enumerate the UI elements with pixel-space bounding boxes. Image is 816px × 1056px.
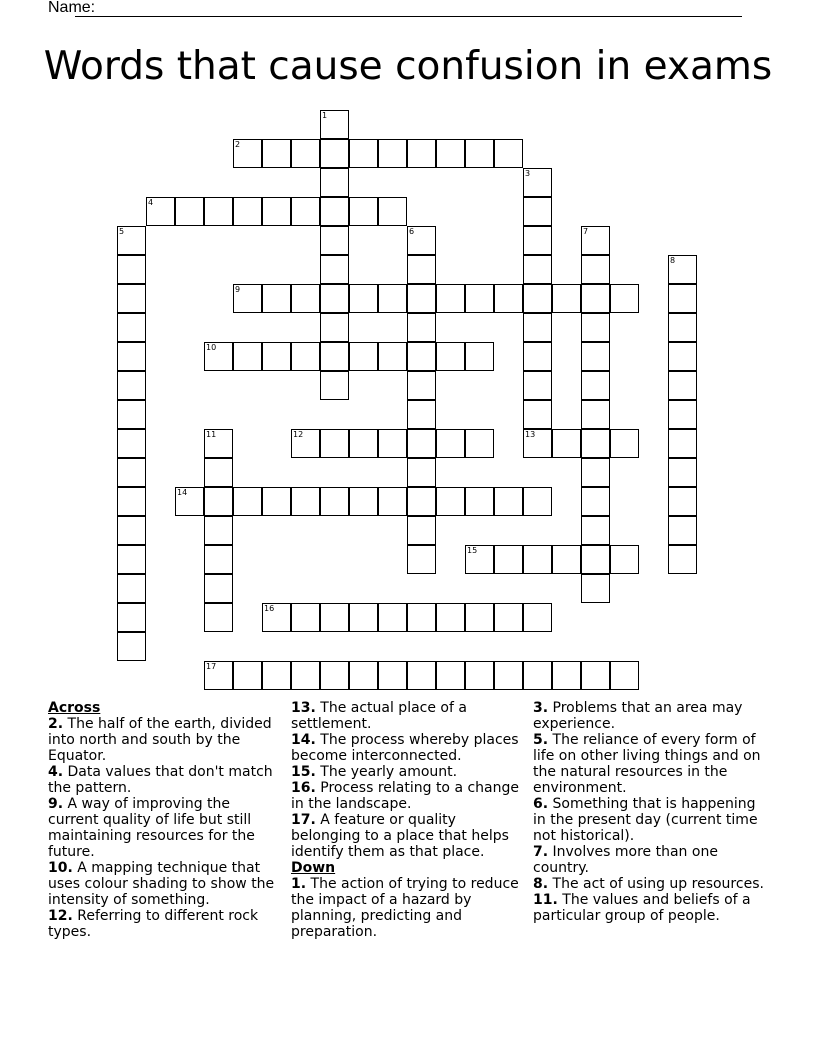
clue-item-text: The reliance of every form of life on other living things and on the natural resources in the environment. — [533, 732, 761, 796]
clue-item — [533, 700, 769, 732]
grid-cell[interactable] — [291, 284, 320, 313]
grid-cell[interactable] — [262, 603, 291, 632]
grid-cell[interactable] — [668, 371, 697, 400]
grid-cell[interactable] — [610, 284, 639, 313]
grid-cell[interactable] — [552, 429, 581, 458]
grid-cell[interactable] — [204, 342, 233, 371]
grid-cell[interactable] — [204, 545, 233, 574]
grid-cell[interactable] — [581, 342, 610, 371]
grid-cell[interactable] — [320, 110, 349, 139]
clue-item — [48, 860, 284, 908]
grid-cell[interactable] — [117, 545, 146, 574]
clue-item-number: 10. — [48, 860, 73, 876]
clue-number: 16 — [264, 604, 275, 613]
grid-cell[interactable] — [117, 284, 146, 313]
grid-cell[interactable] — [233, 661, 262, 690]
grid-cell[interactable] — [320, 197, 349, 226]
grid-cell[interactable] — [291, 661, 320, 690]
grid-cell[interactable] — [407, 603, 436, 632]
grid-cell[interactable] — [668, 400, 697, 429]
grid-cell[interactable] — [407, 661, 436, 690]
grid-cell[interactable] — [581, 516, 610, 545]
clue-number: 9 — [235, 285, 241, 294]
clue-number: 7 — [583, 227, 589, 236]
grid-cell[interactable] — [523, 313, 552, 342]
grid-cell[interactable] — [291, 429, 320, 458]
grid-cell[interactable] — [668, 487, 697, 516]
grid-cell[interactable] — [523, 400, 552, 429]
grid-cell[interactable] — [320, 603, 349, 632]
grid-cell[interactable] — [436, 429, 465, 458]
grid-cell[interactable] — [465, 284, 494, 313]
clues-column-2 — [291, 700, 527, 940]
grid-cell[interactable] — [523, 197, 552, 226]
clue-item-text: The actual place of a settlement. — [291, 700, 467, 732]
grid-cell[interactable] — [494, 545, 523, 574]
grid-cell[interactable] — [349, 603, 378, 632]
grid-cell[interactable] — [523, 284, 552, 313]
clue-item-number: 14. — [291, 732, 316, 748]
clue-item-text: A feature or quality belonging to a place that helps identify them as that place. — [291, 812, 509, 860]
grid-cell[interactable] — [262, 342, 291, 371]
clue-item — [291, 876, 527, 940]
clue-number: 17 — [206, 662, 217, 671]
clue-item-text: Involves more than one country. — [533, 844, 718, 876]
grid-cell[interactable] — [465, 342, 494, 371]
clue-item — [291, 732, 527, 764]
clue-number: 6 — [409, 227, 415, 236]
clue-section-header: Down — [291, 860, 336, 876]
grid-cell[interactable] — [407, 458, 436, 487]
grid-cell[interactable] — [668, 516, 697, 545]
grid-cell[interactable] — [465, 603, 494, 632]
clue-item-number: 9. — [48, 796, 64, 812]
grid-cell[interactable] — [117, 516, 146, 545]
grid-cell[interactable] — [465, 139, 494, 168]
grid-cell[interactable] — [233, 197, 262, 226]
grid-cell[interactable] — [581, 226, 610, 255]
grid-cell[interactable] — [494, 661, 523, 690]
grid-cell[interactable] — [204, 458, 233, 487]
clue-item — [533, 876, 769, 892]
grid-cell[interactable] — [262, 284, 291, 313]
grid-cell[interactable] — [436, 661, 465, 690]
clue-item — [48, 764, 284, 796]
grid-cell[interactable] — [407, 429, 436, 458]
clue-item — [533, 844, 769, 876]
grid-cell[interactable] — [117, 458, 146, 487]
grid-cell[interactable] — [117, 371, 146, 400]
clue-item — [291, 780, 527, 812]
clue-item-text: Problems that an area may experience. — [533, 700, 743, 732]
grid-cell[interactable] — [378, 342, 407, 371]
grid-cell[interactable] — [436, 284, 465, 313]
grid-cell[interactable] — [494, 139, 523, 168]
clues-column-3 — [533, 700, 769, 924]
clue-item — [48, 908, 284, 940]
clue-item-text: The values and beliefs of a particular group of people. — [533, 892, 751, 924]
grid-cell[interactable] — [668, 545, 697, 574]
grid-cell[interactable] — [552, 545, 581, 574]
clue-number: 10 — [206, 343, 217, 352]
clue-number: 12 — [293, 430, 304, 439]
grid-cell[interactable] — [407, 226, 436, 255]
grid-cell[interactable] — [552, 661, 581, 690]
grid-cell[interactable] — [668, 458, 697, 487]
grid-cell[interactable] — [349, 139, 378, 168]
grid-cell[interactable] — [262, 487, 291, 516]
clue-item-text: Process relating to a change in the landscape. — [291, 780, 519, 812]
grid-cell[interactable] — [378, 661, 407, 690]
grid-cell[interactable] — [378, 603, 407, 632]
clue-item-number: 16. — [291, 780, 316, 796]
grid-cell[interactable] — [233, 284, 262, 313]
name-label: Name: — [48, 0, 96, 16]
clue-item-number: 1. — [291, 876, 307, 892]
clue-number: 13 — [525, 430, 536, 439]
clue-item-text: The act of using up resources. — [548, 876, 764, 892]
clue-number: 1 — [322, 111, 328, 120]
grid-cell[interactable] — [320, 313, 349, 342]
grid-cell[interactable] — [262, 139, 291, 168]
grid-cell[interactable] — [204, 574, 233, 603]
grid-cell[interactable] — [407, 342, 436, 371]
page-title: Words that cause confusion in exams — [43, 44, 773, 89]
clue-item — [533, 732, 769, 796]
grid-cell[interactable] — [494, 284, 523, 313]
clue-item — [533, 796, 769, 844]
clue-item-number: 5. — [533, 732, 549, 748]
grid-cell[interactable] — [523, 603, 552, 632]
grid-cell[interactable] — [117, 603, 146, 632]
grid-cell[interactable] — [523, 342, 552, 371]
grid-cell[interactable] — [668, 429, 697, 458]
clue-number: 4 — [148, 198, 154, 207]
grid-cell[interactable] — [117, 487, 146, 516]
grid-cell[interactable] — [494, 487, 523, 516]
grid-cell[interactable] — [320, 342, 349, 371]
grid-cell[interactable] — [407, 487, 436, 516]
grid-cell[interactable] — [407, 400, 436, 429]
grid-cell[interactable] — [465, 545, 494, 574]
grid-cell[interactable] — [117, 226, 146, 255]
clue-item-text: The action of trying to reduce the impact of a hazard by planning, predicting and preparation. — [291, 876, 519, 940]
grid-cell[interactable] — [407, 139, 436, 168]
grid-cell[interactable] — [262, 197, 291, 226]
clue-number: 3 — [525, 169, 531, 178]
grid-cell[interactable] — [494, 603, 523, 632]
grid-cell[interactable] — [349, 429, 378, 458]
grid-cell[interactable] — [407, 516, 436, 545]
grid-cell[interactable] — [668, 284, 697, 313]
grid-cell[interactable] — [581, 313, 610, 342]
grid-cell[interactable] — [523, 487, 552, 516]
clues-column-1 — [48, 700, 284, 940]
clue-item — [48, 796, 284, 860]
grid-cell[interactable] — [668, 342, 697, 371]
grid-cell[interactable] — [175, 197, 204, 226]
grid-cell[interactable] — [436, 139, 465, 168]
clue-item — [291, 700, 527, 732]
clue-number: 2 — [235, 140, 241, 149]
grid-cell[interactable] — [581, 371, 610, 400]
grid-cell[interactable] — [581, 661, 610, 690]
grid-cell[interactable] — [320, 661, 349, 690]
grid-cell[interactable] — [610, 545, 639, 574]
clue-item-text: The process whereby places become interconnected. — [291, 732, 519, 764]
grid-cell[interactable] — [291, 197, 320, 226]
grid-cell[interactable] — [378, 429, 407, 458]
clue-item-text: Referring to different rock types. — [48, 908, 259, 940]
grid-cell[interactable] — [436, 342, 465, 371]
grid-cell[interactable] — [378, 197, 407, 226]
clue-item-text: The half of the earth, divided into north and south by the Equator. — [48, 716, 272, 764]
grid-cell[interactable] — [581, 545, 610, 574]
grid-cell[interactable] — [320, 371, 349, 400]
grid-cell[interactable] — [436, 487, 465, 516]
grid-cell[interactable] — [291, 139, 320, 168]
grid-cell[interactable] — [349, 342, 378, 371]
grid-cell[interactable] — [668, 313, 697, 342]
grid-cell[interactable] — [320, 284, 349, 313]
grid-cell[interactable] — [465, 487, 494, 516]
grid-cell[interactable] — [523, 168, 552, 197]
grid-cell[interactable] — [204, 429, 233, 458]
clue-number: 8 — [670, 256, 676, 265]
grid-cell[interactable] — [581, 487, 610, 516]
grid-cell[interactable] — [436, 603, 465, 632]
grid-cell[interactable] — [291, 603, 320, 632]
grid-cell[interactable] — [465, 429, 494, 458]
grid-cell[interactable] — [204, 487, 233, 516]
grid-cell[interactable] — [175, 487, 204, 516]
grid-cell[interactable] — [204, 661, 233, 690]
grid-cell[interactable] — [465, 661, 494, 690]
clue-item-number: 3. — [533, 700, 549, 716]
grid-cell[interactable] — [320, 487, 349, 516]
grid-cell[interactable] — [407, 545, 436, 574]
grid-cell[interactable] — [117, 429, 146, 458]
grid-cell[interactable] — [378, 284, 407, 313]
grid-cell[interactable] — [523, 255, 552, 284]
grid-cell[interactable] — [146, 197, 175, 226]
clue-item — [48, 716, 284, 764]
grid-cell[interactable] — [117, 313, 146, 342]
clue-item-number: 13. — [291, 700, 316, 716]
grid-cell[interactable] — [262, 661, 291, 690]
grid-cell[interactable] — [523, 226, 552, 255]
grid-cell[interactable] — [581, 429, 610, 458]
clue-number: 14 — [177, 488, 188, 497]
clue-item-number: 11. — [533, 892, 558, 908]
grid-cell[interactable] — [320, 139, 349, 168]
grid-cell[interactable] — [581, 400, 610, 429]
grid-cell[interactable] — [117, 632, 146, 661]
clue-item-number: 17. — [291, 812, 316, 828]
grid-cell[interactable] — [349, 487, 378, 516]
grid-cell[interactable] — [523, 545, 552, 574]
grid-cell[interactable] — [407, 371, 436, 400]
grid-cell[interactable] — [581, 284, 610, 313]
grid-cell[interactable] — [320, 226, 349, 255]
grid-cell[interactable] — [349, 197, 378, 226]
grid-cell[interactable] — [552, 284, 581, 313]
grid-cell[interactable] — [117, 400, 146, 429]
clue-item-text: Something that is happening in the present day (current time not historical). — [533, 796, 758, 844]
grid-cell[interactable] — [320, 255, 349, 284]
clue-item — [291, 764, 527, 780]
clue-number: 15 — [467, 546, 478, 555]
clue-number: 5 — [119, 227, 125, 236]
grid-cell[interactable] — [523, 429, 552, 458]
grid-cell[interactable] — [117, 255, 146, 284]
grid-cell[interactable] — [233, 342, 262, 371]
clue-item-number: 8. — [533, 876, 549, 892]
grid-cell[interactable] — [204, 516, 233, 545]
grid-cell[interactable] — [349, 284, 378, 313]
clue-item — [291, 812, 527, 860]
grid-cell[interactable] — [291, 487, 320, 516]
grid-cell[interactable] — [581, 458, 610, 487]
grid-cell[interactable] — [581, 574, 610, 603]
clue-item-number: 15. — [291, 764, 316, 780]
grid-cell[interactable] — [378, 487, 407, 516]
grid-cell[interactable] — [407, 255, 436, 284]
grid-cell[interactable] — [117, 574, 146, 603]
grid-cell[interactable] — [523, 661, 552, 690]
grid-cell[interactable] — [610, 661, 639, 690]
grid-cell[interactable] — [233, 487, 262, 516]
grid-cell[interactable] — [407, 313, 436, 342]
grid-cell[interactable] — [320, 429, 349, 458]
clue-item-number: 4. — [48, 764, 64, 780]
clue-item-number: 12. — [48, 908, 73, 924]
grid-cell[interactable] — [233, 139, 262, 168]
grid-cell[interactable] — [349, 661, 378, 690]
grid-cell[interactable] — [320, 168, 349, 197]
grid-cell[interactable] — [117, 342, 146, 371]
clue-item — [533, 892, 769, 924]
clue-item-text: A mapping technique that uses colour shading to show the intensity of something. — [48, 860, 275, 908]
clue-item-text: A way of improving the current quality of life but still maintaining resources for the future. — [48, 796, 255, 860]
grid-cell[interactable] — [668, 255, 697, 284]
grid-cell[interactable] — [581, 255, 610, 284]
clue-section-header: Across — [48, 700, 101, 716]
grid-cell[interactable] — [610, 429, 639, 458]
grid-cell[interactable] — [378, 139, 407, 168]
clue-item-text: Data values that don't match the pattern. — [48, 764, 273, 796]
clue-item-number: 7. — [533, 844, 549, 860]
clue-item-number: 6. — [533, 796, 549, 812]
grid-cell[interactable] — [204, 603, 233, 632]
grid-cell[interactable] — [407, 284, 436, 313]
clue-number: 11 — [206, 430, 217, 439]
grid-cell[interactable] — [523, 371, 552, 400]
clue-item-text: The yearly amount. — [315, 764, 458, 780]
grid-cell[interactable] — [291, 342, 320, 371]
grid-cell[interactable] — [204, 197, 233, 226]
clue-item-number: 2. — [48, 716, 64, 732]
